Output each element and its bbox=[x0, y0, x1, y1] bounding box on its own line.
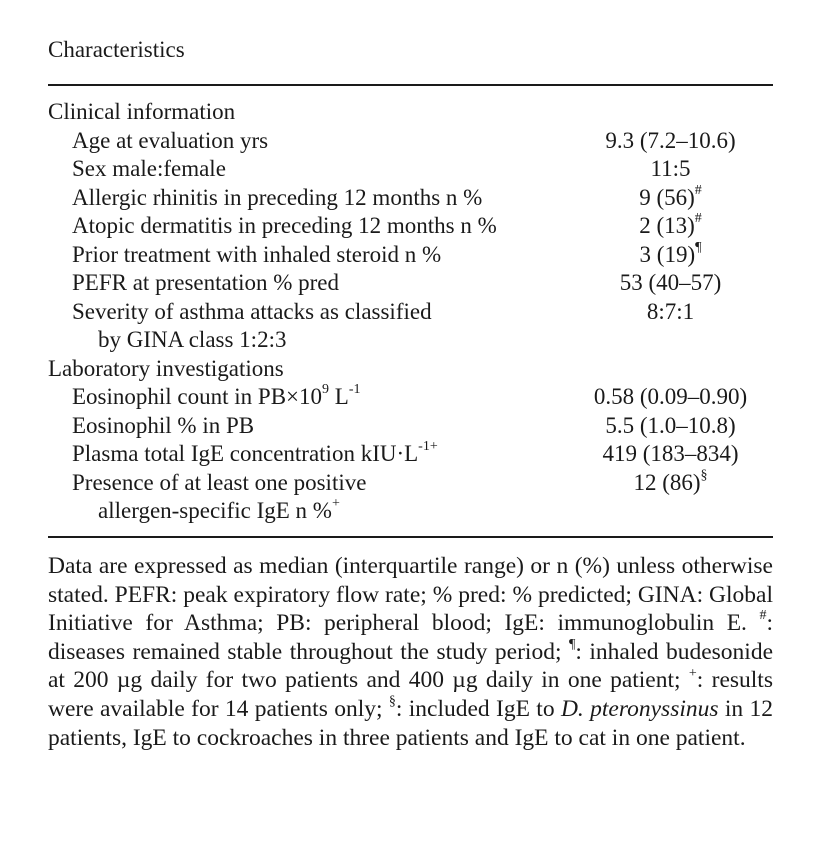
table-row bbox=[48, 127, 773, 156]
row-label: Allergic rhinitis in preceding 12 months n % bbox=[72, 184, 483, 210]
row-value: 419 (183–834) bbox=[602, 441, 739, 466]
table-row bbox=[48, 469, 773, 526]
table-row bbox=[48, 184, 773, 213]
row-value: 9.3 (7.2–10.6) bbox=[605, 127, 736, 153]
top-rule bbox=[48, 84, 773, 86]
table-row bbox=[48, 440, 773, 469]
table-row bbox=[48, 412, 773, 441]
table-row bbox=[48, 269, 773, 298]
section-title-clinical: Clinical information bbox=[48, 99, 236, 124]
row-label: Severity of asthma attacks as classified by GINA class 1:2:3 bbox=[72, 298, 432, 352]
row-label: Atopic dermatitis in preceding 12 months n % bbox=[72, 213, 497, 238]
table-row bbox=[48, 383, 773, 412]
table-row bbox=[48, 212, 773, 241]
row-value: 8:7:1 bbox=[646, 298, 695, 324]
row-label: Presence of at least one positive allergen-specific IgE n %+ bbox=[72, 469, 367, 523]
section-title-laboratory: Laboratory investigations bbox=[48, 355, 284, 381]
row-value: 2 (13)# bbox=[639, 211, 702, 238]
table-row bbox=[48, 298, 773, 355]
row-value: 11:5 bbox=[650, 156, 691, 181]
table-footnote: Data are expressed as median (interquartile range) or n (%) unless otherwise stated. PEFR: peak expiratory flow rate; % pred: % predicted; GINA: Global Initiative for Asthma; PB: peripheral blood; IgE: immunoglobulin E. #: diseases remained stable throughout the study period; ¶: inhaled budesonide at 200 µg daily for two patients and 400 µg daily in one patient; +: results were available for 14 patients only; §: included IgE to D. pteronyssinus in 12 patients, IgE to cockroaches in three patients and IgE to cat in one patient. bbox=[48, 553, 774, 751]
row-label: Plasma total IgE concentration $kIU\cdot L^{-1+}$ bbox=[72, 439, 438, 466]
row-label: Sex male:female bbox=[72, 156, 226, 181]
row-value: 53 (40–57) bbox=[619, 270, 722, 295]
bottom-rule bbox=[48, 536, 773, 538]
row-label: PEFR at presentation % pred bbox=[72, 270, 340, 295]
data-table bbox=[48, 98, 773, 526]
row-label: Eosinophil % in PB bbox=[72, 412, 255, 438]
column-header: Characteristics bbox=[48, 37, 185, 62]
row-value: 9 (56)# bbox=[639, 182, 702, 210]
table-row bbox=[48, 155, 773, 184]
table-row bbox=[48, 241, 773, 270]
row-label: Eosinophil count in $PB\times 10^9$ $L^{-1}$ bbox=[72, 382, 361, 409]
row-value: 3 (19)¶ bbox=[639, 239, 702, 267]
row-value: 5.5 (1.0–10.8) bbox=[605, 412, 736, 438]
row-label: Prior treatment with inhaled steroid n % bbox=[72, 241, 442, 267]
row-value: 12 (86)§ bbox=[633, 467, 708, 495]
row-value: 0.58 (0.09–0.90) bbox=[593, 384, 748, 409]
row-label: Age at evaluation yrs bbox=[72, 127, 269, 153]
